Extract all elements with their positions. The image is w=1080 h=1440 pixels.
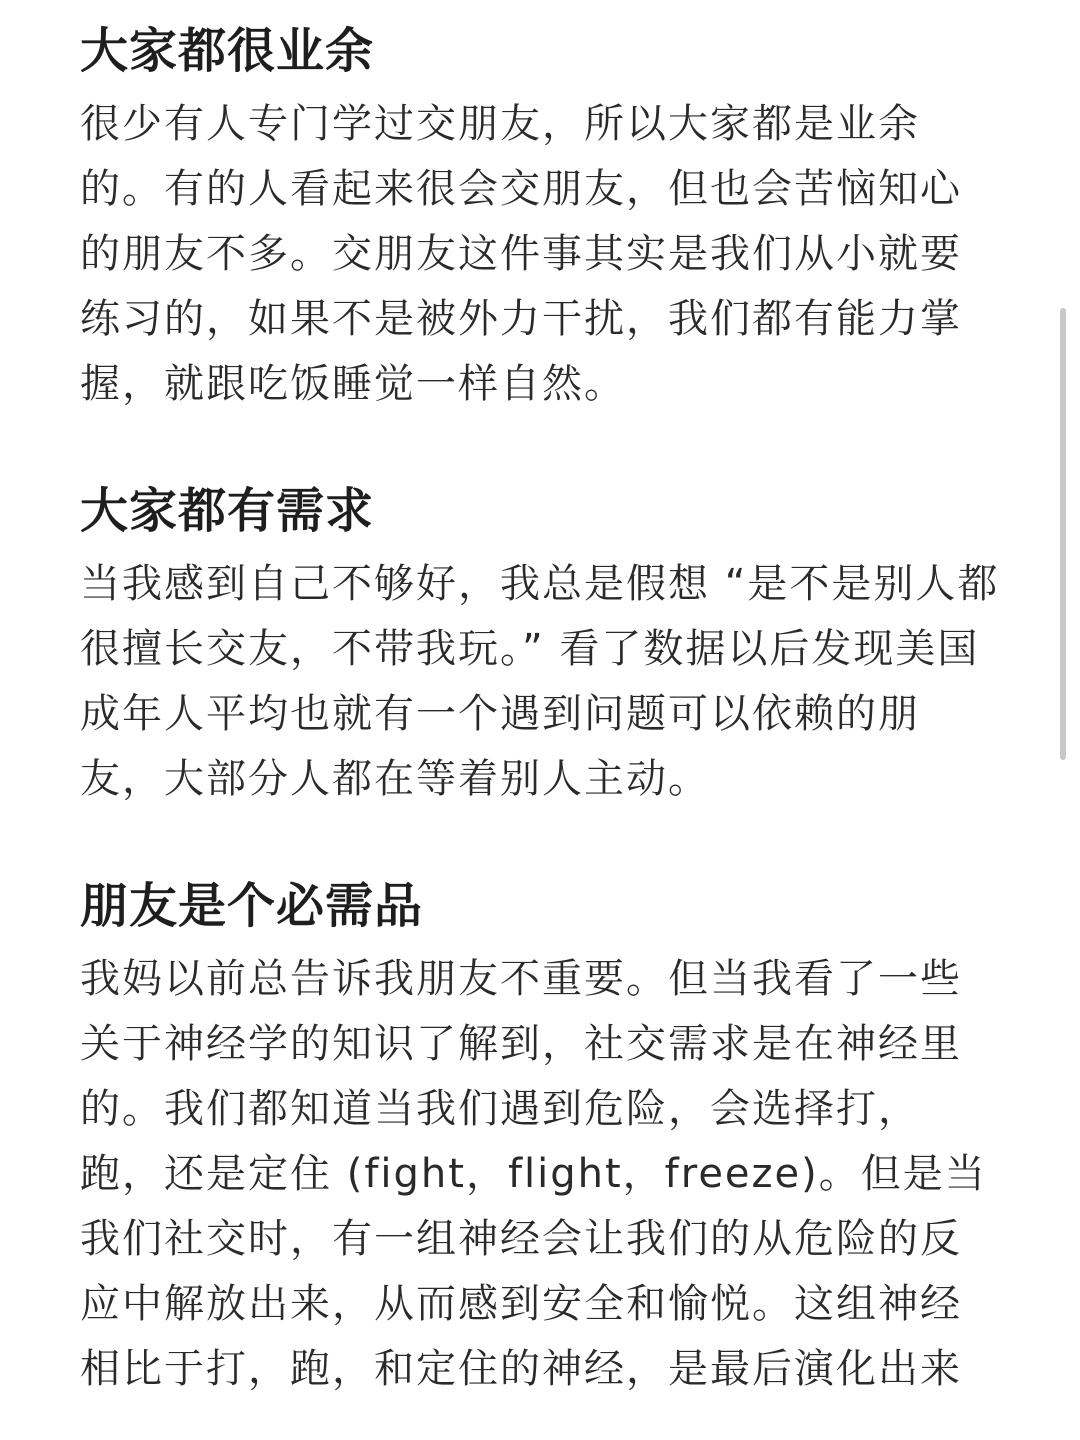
section-amateur [80,12,1000,417]
section-heading: 朋友是个必需品 [80,878,424,934]
article [80,12,1000,1402]
section-paragraph: 当我感到自己不够好，我总是假想 “是不是别人都很擅长交友，不带我玩。” 看了数据以后发现美国成年人平均也就有一个遇到问题可以依赖的朋友，大部分人都在等着别人主动。 [80,561,1000,802]
section-heading: 大家都很业余 [80,23,375,79]
scrollbar[interactable] [1060,308,1066,760]
section-paragraph: 很少有人专门学过交朋友，所以大家都是业余的。有的人看起来很会交朋友，但也会苦恼知心的朋友不多。交朋友这件事其实是我们从小就要练习的，如果不是被外力干扰，我们都有能力掌握，就跟吃饭睡觉一样自然。 [80,101,962,407]
section-paragraph: 我妈以前总告诉我朋友不重要。但当我看了一些关于神经学的知识了解到，社交需求是在神经里的。我们都知道当我们遇到危险，会选择打，跑，还是定住 (fight，flight，freeze)。但是当我们社交时，有一组神经会让我们的从危险的反应中解放出来，从而感到安全和愉悦。这组神经相比于打，跑，和定住的神经，是最后演化出来 [80,956,987,1392]
section-heading: 大家都有需求 [80,483,375,539]
section-needs [80,472,1000,812]
section-necessity [80,867,1000,1402]
